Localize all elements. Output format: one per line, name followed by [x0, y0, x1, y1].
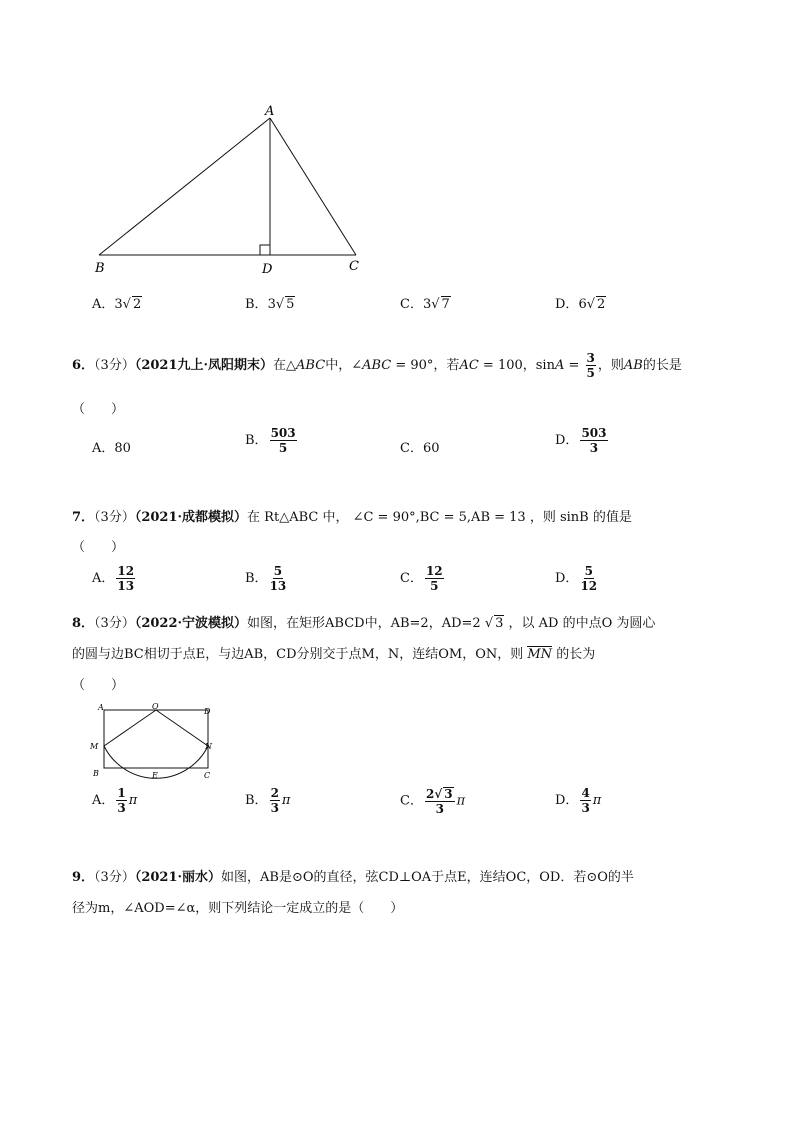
label-a: A — [265, 104, 275, 119]
q6-paren: （ ） — [72, 402, 125, 417]
q7-option-c[interactable]: C． $\frac{12}{5}$ — [400, 564, 443, 593]
fig8-label-c: C — [204, 771, 211, 780]
q5-option-d[interactable]: D．6√ 2 — [555, 297, 606, 312]
triangle-figure — [85, 100, 375, 285]
q6-option-d[interactable]: D． $\frac{503}{3}$ — [555, 426, 607, 455]
q9-stem-line1: 9．（3分）（2021·丽水）如图，AB是⊙O的直径，弦CD⊥OA于点E，连结OC，OD．若⊙O的半 — [72, 870, 634, 885]
label-c: C — [349, 259, 359, 274]
q8-option-d[interactable]: D． $\frac{4}{3}$ π — [555, 786, 602, 815]
q6-option-a[interactable]: A．80 — [92, 441, 131, 456]
q5-option-c[interactable]: C．3√ 7 — [400, 297, 450, 312]
fig8-label-a: A — [98, 703, 104, 712]
q7-stem: 7．（3分）（2021·成都模拟）在 Rt△ABC 中， ∠C = 90°,BC = 5,AB = 13 ，则 sinB 的值是 — [72, 510, 632, 525]
q5-option-b[interactable]: B．3√ 5 — [245, 297, 295, 312]
fig8-label-d: D — [204, 707, 211, 716]
q8-option-c[interactable]: C． $\frac{2√ 3}{3}$ π — [400, 787, 466, 816]
label-d: D — [262, 262, 273, 277]
q7-option-d[interactable]: D． $\frac{5}{12}$ — [555, 564, 598, 593]
q7-option-a[interactable]: A． $\frac{12}{13}$ — [92, 564, 135, 593]
fig8-label-e: E — [152, 771, 158, 780]
label-b: B — [95, 261, 105, 276]
fig8-label-b: B — [93, 769, 99, 778]
q7-paren: （ ） — [72, 540, 125, 555]
rectangle-circle-figure — [88, 700, 218, 785]
q8-stem-line1: 8．（3分）（2022·宁波模拟）如图，在矩形ABCD中，AB=2，AD=2 √ 3 ，以 AD 的中点O 为圆心 — [72, 616, 656, 631]
q6-option-b[interactable]: B． $\frac{503}{5}$ — [245, 426, 296, 455]
q9-stem-line2: 径为m，∠AOD=∠α，则下列结论一定成立的是（ ） — [72, 901, 404, 916]
q6-stem: 6．（3分）（2021九上·凤阳期末）在△ABC中，∠ABC = 90°，若AC = 100，sinA = $\frac{3}{5}$ ，则AB的长是 — [72, 351, 682, 380]
q7-option-b[interactable]: B． $\frac{5}{13}$ — [245, 564, 287, 593]
q8-stem-line2: 的圆与边BC相切于点E，与边AB，CD分别交于点M，N，连结OM，ON，则 MN 的长为 — [72, 647, 596, 662]
q8-option-a[interactable]: A． $\frac{1}{3}$ π — [92, 786, 138, 815]
q6-option-c[interactable]: C．60 — [400, 441, 440, 456]
q5-option-a[interactable]: A．3√ 2 — [92, 297, 142, 312]
fig8-label-n: N — [205, 742, 212, 751]
q8-paren: （ ） — [72, 678, 125, 693]
q8-option-b[interactable]: B． $\frac{2}{3}$ π — [245, 786, 291, 815]
fig8-label-o: O — [152, 702, 159, 711]
fig8-label-m: M — [90, 742, 99, 751]
